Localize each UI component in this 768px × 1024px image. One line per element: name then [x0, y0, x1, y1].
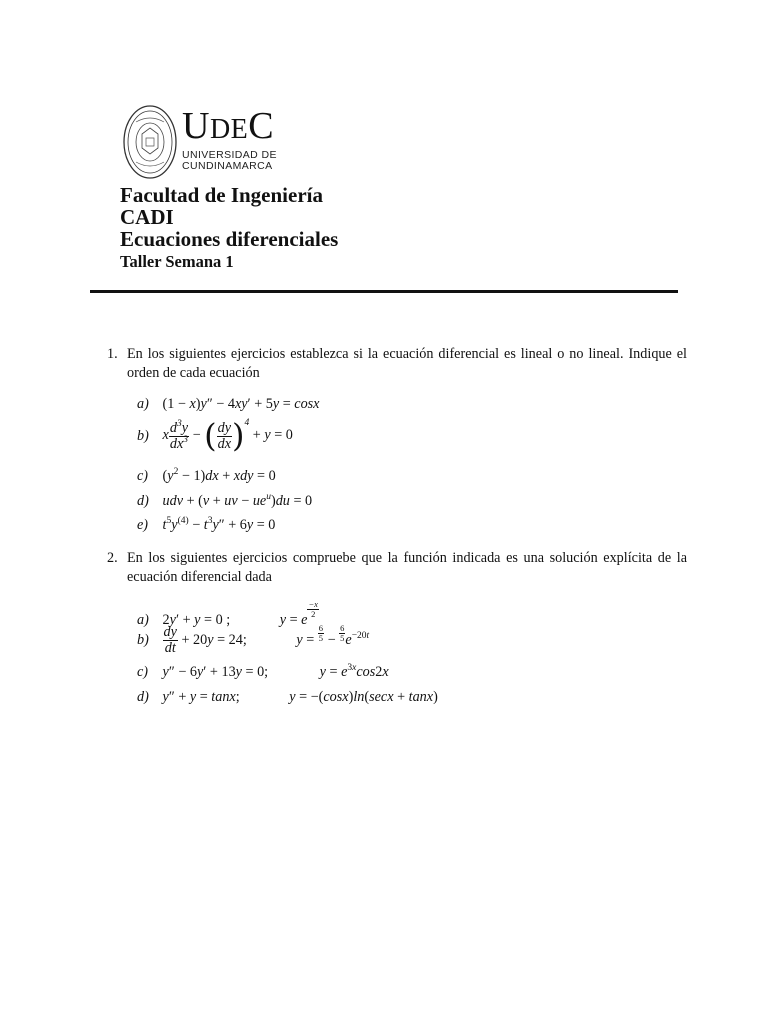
item-label: c): [137, 468, 149, 484]
brand-u: U: [182, 105, 210, 147]
item-label: d): [137, 689, 149, 705]
equation: $\frac{dy}{dt}$ + 20y = 24;: [163, 624, 247, 657]
document-titles: [120, 184, 338, 272]
equation: $(y^2 - 1)dx$ + xdy = 0: [162, 467, 276, 484]
exercise-number: 2.: [107, 550, 118, 566]
item-label: b): [137, 427, 149, 444]
exercise-1-item-b: [137, 417, 293, 455]
center-title: CADI: [120, 205, 174, 229]
equation: udv + (v + uv − $ue^u)du = 0$: [162, 492, 313, 509]
equation: 2y′ + y = 0 ;: [162, 612, 231, 628]
exercise-statement: En los siguientes ejercicios establezca si la ecuación diferencial es lineal o no lineal. Indique el orden de cada ecuación: [127, 346, 687, 381]
exercise-1-item-e: [137, 517, 275, 534]
equation: $t^5y^{(4)} - t^3y'' + 6y = 0$: [162, 516, 276, 533]
equation: x $\frac{d^3y}{dx^3}$ − ( $\frac{dy}{dx}$ )$^4$ + y = 0: [162, 417, 293, 455]
faculty-title: Facultad de Ingeniería: [120, 183, 323, 207]
exercise-statement: En los siguientes ejercicios compruebe que la función indicada es una solución explícita de la ecuación diferencial dada: [127, 550, 687, 585]
brand-line-2: CUNDINAMARCA: [182, 160, 273, 172]
item-label: a): [137, 396, 149, 412]
item-label: d): [137, 493, 149, 509]
solution: y = $\frac{6}{5}$ − $\frac{6}{5}$ $e^{-20t}$: [296, 623, 370, 648]
university-seal-icon: [122, 104, 178, 180]
solution: y = −(cosx)ln(secx + tanx): [289, 689, 438, 705]
exercise-2-item-b: [137, 624, 369, 656]
exercise-1-item-c: [137, 468, 276, 485]
equation: y″ + y = tanx;: [162, 689, 240, 705]
workshop-title: Taller Semana 1: [120, 252, 234, 271]
brand-c: C: [248, 105, 275, 147]
item-label: b): [137, 632, 149, 649]
equation: y″ − 6y′ + 13y = 0;: [162, 664, 269, 680]
exercise-number: 1.: [107, 346, 118, 362]
exercise-2-item-d: [137, 689, 438, 706]
solution: y = e $\frac{-x}{2}$: [279, 599, 318, 628]
exercise-1-item-d: [137, 493, 312, 510]
brand-line-1: UNIVERSIDAD DE: [182, 149, 277, 161]
item-label: a): [137, 612, 149, 628]
header-divider: [90, 290, 678, 293]
item-label: e): [137, 517, 149, 533]
exercise-2-item-c: [137, 664, 389, 681]
exercise-1-item-a: [137, 396, 319, 413]
solution: $y = e^{3x}\cos 2x$: [319, 663, 389, 680]
equation: (1 − x)y″ − 4xy′ + 5y = cosx: [162, 396, 320, 412]
item-label: c): [137, 664, 149, 680]
course-title: Ecuaciones diferenciales: [120, 227, 339, 251]
brand-wordmark: [182, 106, 277, 172]
brand-de: DE: [209, 114, 249, 145]
